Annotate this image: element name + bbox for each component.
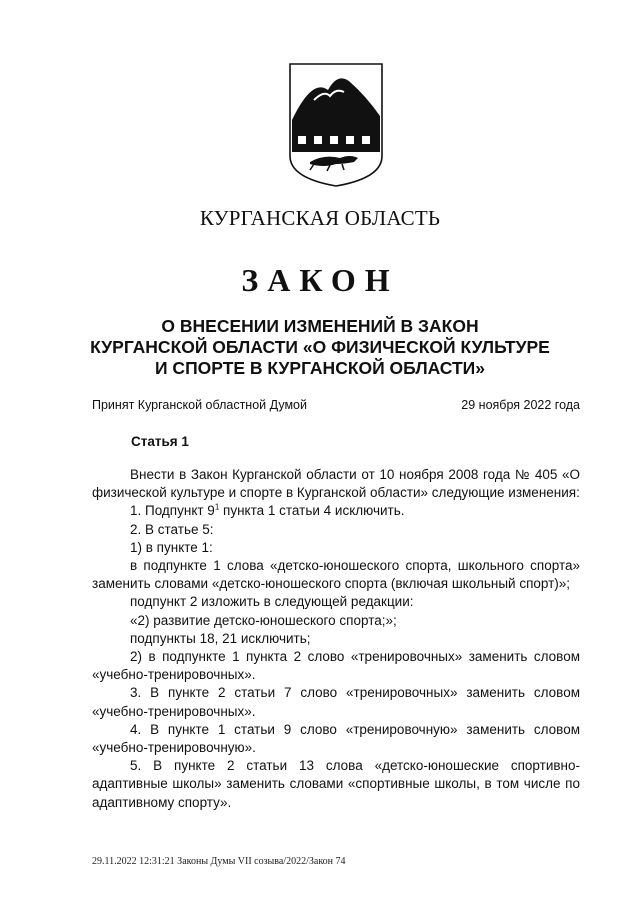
- item-2: 2. В статье 5:: [130, 521, 214, 537]
- article-intro: Внести в Закон Курганской области от 10 ноября 2008 года № 405 «О физической культуре и спорте в Курганской области» следующие изменения:: [92, 467, 580, 501]
- adoption-date: 29 ноября 2022 года: [461, 398, 580, 412]
- law-title-line: КУРГАНСКОЙ ОБЛАСТИ «О ФИЗИЧЕСКОЙ КУЛЬТУРЕ: [90, 337, 550, 357]
- item-5: 5. В пункте 2 статьи 13 слова «детско-юношеские спортивно-адаптивные школы» заменить словами «спортивные школы, в том числе по адаптивному спорту».: [92, 758, 580, 810]
- footer-stamp: 29.11.2022 12:31:21 Законы Думы VII созыва/2022/Закон 74: [92, 856, 346, 867]
- adopted-by: Принят Курганской областной Думой: [92, 398, 307, 412]
- item-1: 1. Подпункт $9^1$ пункта 1 статьи 4 исключить.: [130, 502, 405, 519]
- item-3: 3. В пункте 2 статьи 7 слово «тренировочных» заменить словом «учебно-тренировочных».: [92, 685, 580, 719]
- region-name: КУРГАНСКАЯ ОБЛАСТЬ: [199, 206, 441, 230]
- item-2-sub-2: 2) в подпункте 1 пункта 2 слово «тренировочных» заменить словом «учебно-тренировочных».: [92, 649, 580, 683]
- adoption-line: [92, 398, 580, 412]
- item-2-sub-1-d: подпункты 18, 21 исключить;: [130, 630, 311, 646]
- item-4: 4. В пункте 1 статьи 9 слово «тренировочную» заменить словом «учебно-тренировочную».: [92, 721, 580, 756]
- item-2-sub-1: 1) в пункте 1:: [130, 539, 213, 555]
- coat-of-arms-icon: [284, 60, 388, 188]
- article-body: [92, 466, 580, 812]
- item-2-sub-1-c: «2) развитие детско-юношеского спорта;»;: [130, 612, 397, 628]
- article-heading: Статья 1: [131, 434, 189, 449]
- law-title-line: И СПОРТЕ В КУРГАНСКОЙ ОБЛАСТИ»: [154, 358, 485, 378]
- item-2-sub-1-a: в подпункте 1 слова «детско-юношеского спорта, школьного спорта» заменить словами «детско-юношеского спорта (включая школьный спорт)»;: [92, 558, 580, 592]
- law-title-line: О ВНЕСЕНИИ ИЗМЕНЕНИЙ В ЗАКОН: [161, 316, 479, 336]
- document-type: ЗАКОН: [241, 262, 399, 298]
- item-2-sub-1-b: подпункт 2 изложить в следующей редакции:: [130, 594, 414, 610]
- law-title: [60, 316, 580, 379]
